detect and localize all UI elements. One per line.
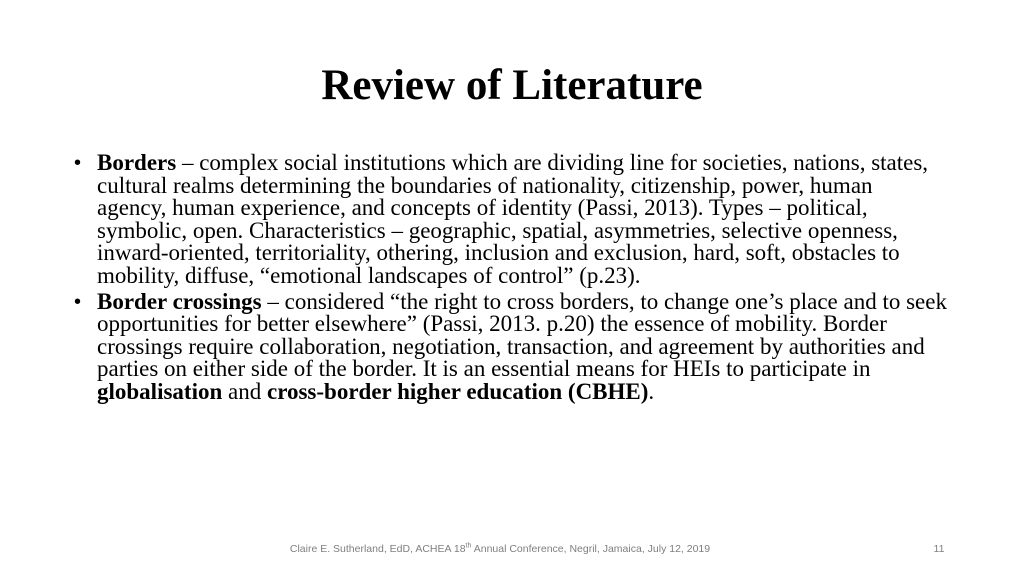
footer-text-before: Claire E. Sutherland, EdD, ACHEA 18 [289, 543, 466, 555]
footer-superscript: th [465, 542, 472, 550]
emphasis-globalisation: globalisation [97, 378, 223, 404]
page-number: 11 [933, 543, 945, 555]
bullet-text: – complex social institutions which are dividing line for societies, nations, states, cultural realms determining the boundaries of nationality, citizenship, power, human agency, human experience, and concepts of identity (Passi, 2013). Types – political, symbolic, open. Characteristics – geographic, spatial, asymmetries, selective openness, inward-oriented, territoriality, othering, inclusion and exclusion, hard, soft, obstacles to mobility, diffuse, “emotional landscapes of control” (p.23). [97, 150, 929, 288]
footer-text-after: Annual Conference, Negril, Jamaica, July 12, 2019 [471, 543, 711, 555]
bullet-border-crossings [74, 288, 947, 404]
bullet-marker: • [74, 152, 82, 174]
bullet-joiner: and [222, 378, 267, 404]
bullet-text: – considered “the right to cross borders, to change one’s place and to seek opportunities for better elsewhere” (Passi, 2013. p.20) the essence of mobility. Border crossings require collaboration, negotiation, transaction, and agreement by authorities and parties on either side of the border. It is an essential means for HEIs to participate in [97, 288, 947, 382]
emphasis-cbhe: cross-border higher education (CBHE) [266, 378, 649, 404]
bullet-term: Borders [97, 150, 177, 175]
bullet-borders [74, 150, 947, 288]
footer-text [0, 543, 1000, 555]
bullet-list [74, 150, 947, 407]
bullet-end: . [648, 378, 655, 404]
bullet-term: Border crossings [97, 288, 262, 314]
slide-title: Review of Literature [321, 62, 703, 109]
bullet-marker: • [74, 290, 82, 313]
